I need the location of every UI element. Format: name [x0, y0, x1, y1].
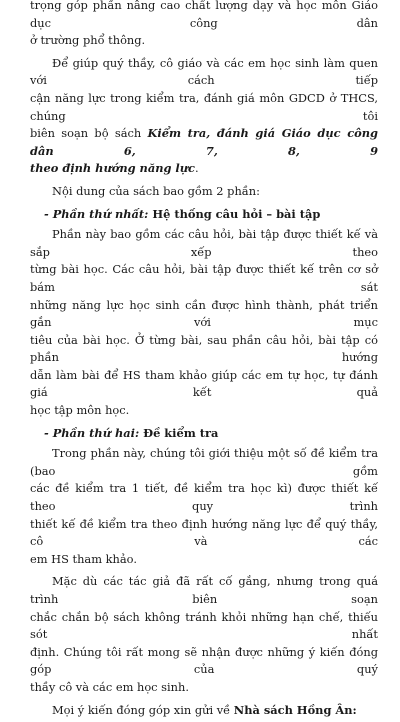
part2-title: Đề kiểm tra: [139, 425, 219, 440]
text-line: những năng lực học sinh cần được hình thành, phát triển gắn với mục: [30, 297, 378, 330]
intro-paragraph: [30, 0, 378, 50]
text-line: thầy cô và các em học sinh.: [30, 679, 189, 694]
text-run: .: [194, 161, 199, 176]
text-line: cận năng lực trong kiểm tra, đánh giá môn GDCD ở THCS, chúng tôi: [30, 90, 378, 123]
text-line: [30, 125, 378, 160]
text-line: [30, 160, 378, 178]
text-line: Phần này bao gồm các câu hỏi, bài tập được thiết kế và sắp xếp theo: [30, 227, 378, 259]
document-body: [30, 0, 378, 719]
text-line: Để giúp quý thầy, cô giáo và các em học sinh làm quen với cách tiếp: [30, 55, 378, 88]
text-line: ở trường phổ thông.: [30, 33, 146, 48]
book-title-cont: theo định hướng năng lực: [30, 161, 195, 176]
part1-paragraph: [30, 226, 378, 420]
publisher-name: Nhà sách Hồng Ân:: [233, 702, 357, 717]
text-line: Mặc dù các tác giả đã rất cố gắng, nhưng trong quá trình biên soạn: [30, 574, 378, 606]
paragraph-closing: [30, 702, 378, 720]
part1-title: Hệ thống câu hỏi – bài tập: [148, 206, 321, 221]
text-line: em HS tham khảo.: [30, 551, 137, 566]
paragraph-contents: [30, 183, 378, 201]
part1-heading: [30, 206, 378, 224]
text-run: biên soạn bộ sách: [30, 126, 148, 141]
text-line: chắc chắn bộ sách không tránh khỏi những hạn chế, thiếu sót nhất: [30, 609, 378, 642]
text-line: trọng góp phần nâng cao chất lượng dạy và học môn Giáo dục công dân: [30, 0, 378, 30]
text-line: tiêu của bài học. Ở từng bài, sau phần câu hỏi, bài tập có phần hướng: [30, 332, 378, 365]
text-line: từng bài học. Các câu hỏi, bài tập được thiết kế trên cơ sở bám sát: [30, 262, 378, 294]
paragraph-purpose: [30, 55, 378, 178]
text-line: Trong phần này, chúng tôi giới thiệu một số đề kiểm tra (bao gồm: [30, 446, 378, 478]
text-line: các đề kiểm tra 1 tiết, đề kiểm tra học kì) được thiết kế theo quy trình: [30, 481, 378, 514]
part1-label: - Phần thứ nhất:: [44, 206, 149, 221]
text-line: [30, 702, 378, 720]
text-line: Nội dung của sách bao gồm 2 phần:: [52, 183, 260, 198]
text-line: học tập môn học.: [30, 403, 130, 418]
text-run: Mọi ý kiến đóng góp xin gửi về: [52, 702, 234, 717]
book-title: Kiểm tra, đánh giá Giáo dục công dân 6, 7, 8, 9: [30, 126, 378, 158]
part2-label: - Phần thứ hai:: [44, 425, 140, 440]
part2-paragraph: [30, 445, 378, 568]
text-line: thiết kế đề kiểm tra theo định hướng năng lực để quý thầy, cô và các: [30, 516, 378, 549]
text-line: dẫn làm bài để HS tham khảo giúp các em tự học, tự đánh giá kết quả: [30, 367, 378, 400]
text-line: định. Chúng tôi rất mong sẽ nhận được những ý kiến đóng góp của quý: [30, 644, 378, 677]
paragraph-acknowledgement: [30, 573, 378, 696]
part2-heading: [30, 425, 378, 443]
